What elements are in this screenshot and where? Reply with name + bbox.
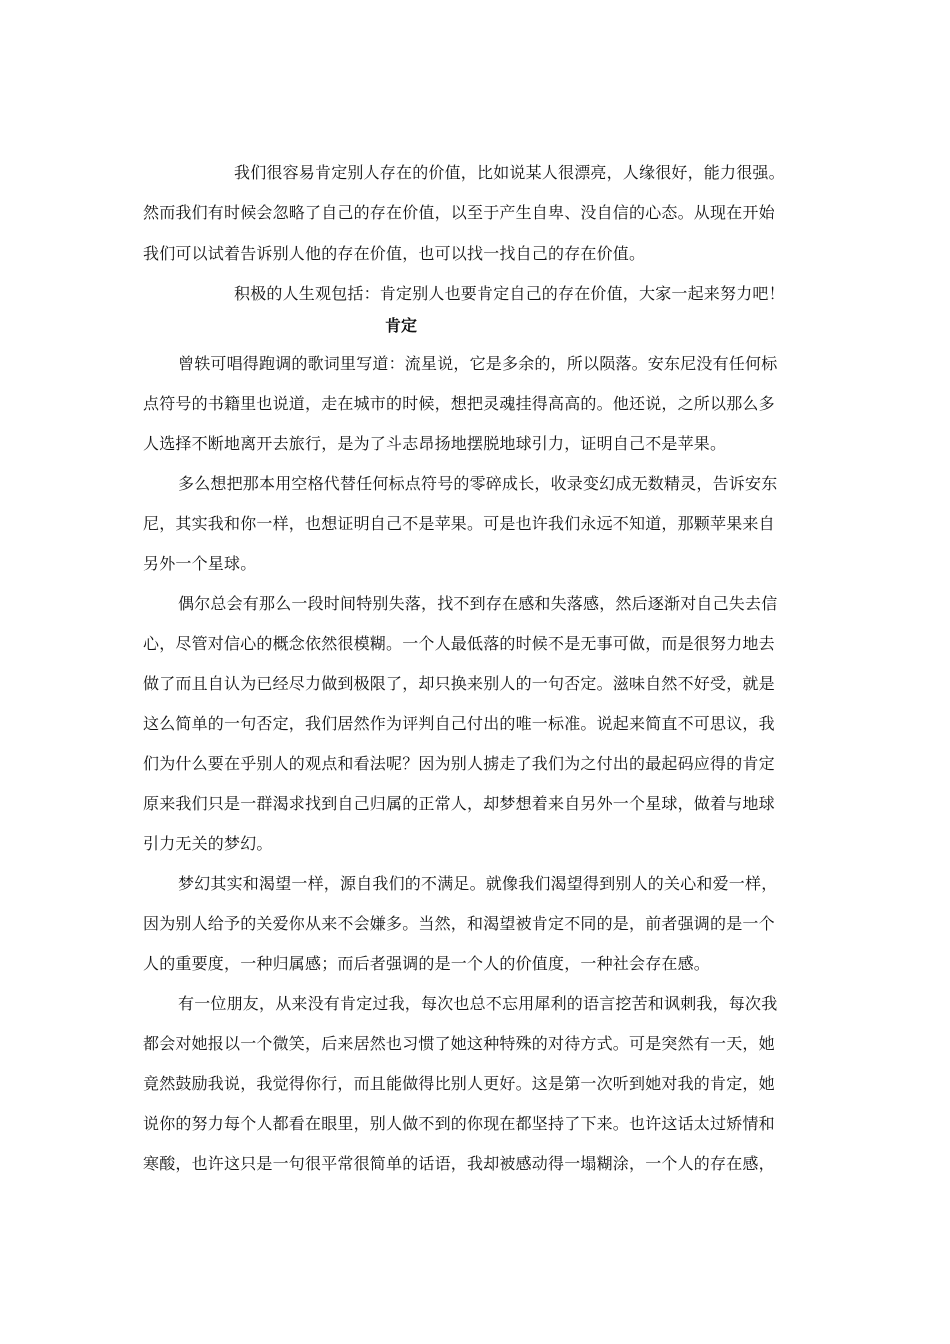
- body-line: 竟然鼓励我说，我觉得你行，而且能做得比别人更好。这是第一次听到她对我的肯定，她: [143, 1074, 775, 1093]
- body-line: 人的重要度，一种归属感；而后者强调的是一个人的价值度，一种社会存在感。: [143, 954, 711, 973]
- body-line: 原来我们只是一群渴求找到自己归属的正常人，却梦想着来自另外一个星球，做着与地球: [143, 794, 775, 813]
- body-line: 点符号的书籍里也说道，走在城市的时候，想把灵魂挂得高高的。他还说，之所以那么多: [143, 394, 775, 413]
- body-line: 寒酸，也许这只是一句很平常很简单的话语，我却被感动得一塌糊涂，一个人的存在感，: [143, 1154, 775, 1173]
- body-line: 曾轶可唱得跑调的歌词里写道：流星说，它是多余的，所以陨落。安东尼没有任何标: [178, 354, 778, 373]
- body-line: 说你的努力每个人都看在眼里，别人做不到的你现在都坚持了下来。也许这话太过矫情和: [143, 1114, 775, 1133]
- body-line: 做了而且自认为已经尽力做到极限了，却只换来别人的一句否定。滋味自然不好受，就是: [143, 674, 775, 693]
- body-line: 这么简单的一句否定，我们居然作为评判自己付出的唯一标准。说起来简直不可思议，我: [143, 714, 775, 733]
- body-line: 梦幻其实和渴望一样，源自我们的不满足。就像我们渴望得到别人的关心和爱一样，: [178, 874, 778, 893]
- body-line: 多么想把那本用空格代替任何标点符号的零碎成长，收录变幻成无数精灵，告诉安东: [178, 474, 778, 493]
- body-line: 都会对她报以一个微笑，后来居然也习惯了她这种特殊的对待方式。可是突然有一天，她: [143, 1034, 775, 1053]
- body-line: 们为什么要在乎别人的观点和看法呢？因为别人掳走了我们为之付出的最起码应得的肯定: [143, 754, 775, 773]
- body-line: 尼，其实我和你一样，也想证明自己不是苹果。可是也许我们永远不知道，那颗苹果来自: [143, 514, 775, 533]
- body-line: 因为别人给予的关爱你从来不会嫌多。当然，和渴望被肯定不同的是，前者强调的是一个: [143, 914, 775, 933]
- body-line: 偶尔总会有那么一段时间特别失落，找不到存在感和失落感，然后逐渐对自己失去信: [178, 594, 778, 613]
- intro-line: 我们很容易肯定别人存在的价值，比如说某人很漂亮，人缘很好，能力很强。: [234, 163, 785, 182]
- body-line: 有一位朋友，从来没有肯定过我，每次也总不忘用犀利的语言挖苦和讽刺我，每次我: [178, 994, 778, 1013]
- intro-line: 积极的人生观包括：肯定别人也要肯定自己的存在价值，大家一起来努力吧！: [234, 284, 785, 303]
- body-line: 另外一个星球。: [143, 554, 257, 573]
- body-line: 引力无关的梦幻。: [143, 834, 273, 853]
- intro-line: 然而我们有时候会忽略了自己的存在价值，以至于产生自卑、没自信的心态。从现在开始: [143, 203, 775, 222]
- intro-line: 我们可以试着告诉别人他的存在价值，也可以找一找自己的存在价值。: [143, 244, 646, 263]
- article-title: 肯定: [385, 316, 418, 335]
- body-line: 人选择不断地离开去旅行，是为了斗志昂扬地摆脱地球引力，证明自己不是苹果。: [143, 434, 727, 453]
- body-line: 心，尽管对信心的概念依然很模糊。一个人最低落的时候不是无事可做，而是很努力地去: [143, 634, 775, 653]
